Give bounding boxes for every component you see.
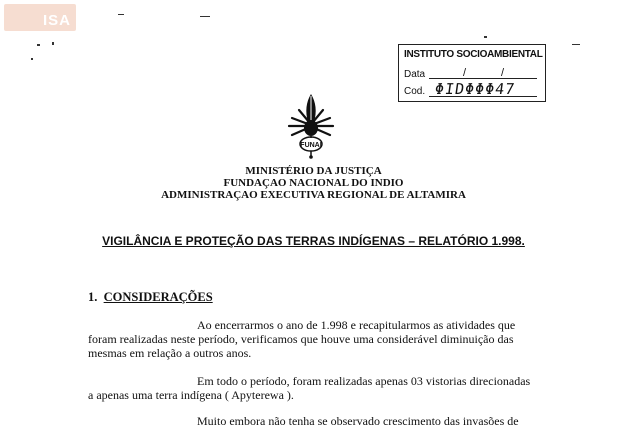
stamp-code-label: Cod. <box>404 86 426 97</box>
section-number: 1. <box>88 290 98 304</box>
paragraph-3-line-1: Muito embora não tenha se observado crescimento das invasões de <box>197 414 519 428</box>
paragraph-1-line-3: mesmas em relação a outros anos. <box>88 346 252 360</box>
scan-speck <box>52 42 54 45</box>
administration-heading: ADMINISTRAÇAO EXECUTIVA REGIONAL DE ALTAMIRA <box>161 189 466 201</box>
funai-emblem-icon <box>286 92 336 160</box>
paragraph-2-line-2: a apenas uma terra indígena ( Apyterewa ). <box>88 388 294 402</box>
paragraph-1-line-2: foram realizadas neste período, verificamos que houve uma considerável diminuição das <box>88 332 514 346</box>
report-title: VIGILÂNCIA E PROTEÇÃO DAS TERRAS INDÍGENAS – RELATÓRIO 1.998. <box>102 234 525 248</box>
stamp-date-separator: / <box>501 67 505 79</box>
section-title: CONSIDERAÇÕES <box>103 290 213 304</box>
isa-watermark-logo <box>4 4 76 31</box>
ministry-heading: MINISTÉRIO DA JUSTIÇA <box>245 165 382 177</box>
catalog-stamp <box>398 44 546 102</box>
scan-speck <box>484 36 487 38</box>
section-heading <box>88 290 213 305</box>
scan-speck <box>31 58 33 60</box>
scan-speck <box>572 44 580 45</box>
paragraph-1-line-1: Ao encerrarmos o ano de 1.998 e recapitularmos as atividades que <box>197 318 516 332</box>
stamp-date-label: Data <box>404 69 426 80</box>
scan-speck <box>37 44 40 46</box>
foundation-heading: FUNDAÇAO NACIONAL DO INDIO <box>223 177 404 189</box>
scan-speck <box>118 14 124 15</box>
emblem-label: FUNAI <box>300 142 322 149</box>
stamp-institution: INSTITUTO SOCIOAMBIENTAL <box>404 49 543 60</box>
stamp-date-separator: / <box>463 67 467 79</box>
stamp-code-value: ΦIDΦΦΦ47 <box>433 80 517 98</box>
paragraph-2-line-1: Em todo o período, foram realizadas apenas 03 vistorias direcionadas <box>197 374 531 388</box>
stamp-date-line <box>429 78 537 79</box>
watermark-text: ISA <box>42 12 71 29</box>
scan-speck <box>200 16 210 17</box>
